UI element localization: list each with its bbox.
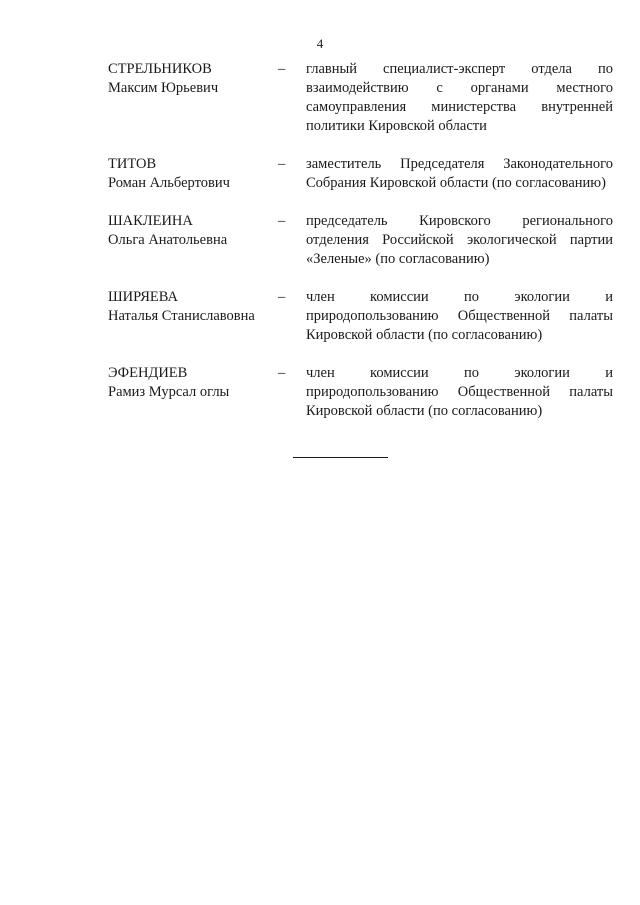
member-name-block bbox=[108, 212, 278, 269]
member-role: главный специалист-эксперт отдела по взаимодействию с органами местного самоуправления министерства внутренней политики Кировской области bbox=[306, 61, 613, 134]
entry-dash: – bbox=[278, 289, 286, 305]
member-surname: ТИТОВ bbox=[108, 156, 157, 172]
member-name-block bbox=[108, 364, 278, 421]
entry-dash: – bbox=[278, 61, 286, 77]
member-given-names: Наталья Станиславовна bbox=[108, 308, 255, 324]
member-name-block bbox=[108, 288, 278, 345]
member-surname: ЭФЕНДИЕВ bbox=[108, 365, 188, 381]
entry-dash: – bbox=[278, 365, 286, 381]
member-given-names: Ольга Анатольевна bbox=[108, 232, 228, 248]
member-role: член комиссии по экологии и природопользованию Общественной палаты Кировской области (по согласованию) bbox=[306, 365, 613, 419]
member-role: заместитель Председателя Законодательного Собрания Кировской области (по согласованию) bbox=[306, 156, 613, 191]
member-role: член комиссии по экологии и природопользованию Общественной палаты Кировской области (по согласованию) bbox=[306, 289, 613, 343]
member-given-names: Роман Альбертович bbox=[108, 175, 230, 191]
member-name-block bbox=[108, 60, 278, 136]
member-entry bbox=[108, 364, 613, 421]
member-surname: СТРЕЛЬНИКОВ bbox=[108, 61, 212, 77]
member-entry bbox=[108, 155, 613, 193]
end-divider-line bbox=[293, 457, 388, 458]
member-entry bbox=[108, 60, 613, 136]
member-given-names: Рамиз Мурсал оглы bbox=[108, 384, 230, 400]
member-surname: ШАКЛЕИНА bbox=[108, 213, 193, 229]
entry-dash: – bbox=[278, 213, 286, 229]
member-entry bbox=[108, 212, 613, 269]
member-name-block bbox=[108, 155, 278, 193]
entry-dash: – bbox=[278, 156, 286, 172]
member-list bbox=[108, 60, 613, 440]
member-given-names: Максим Юрьевич bbox=[108, 80, 219, 96]
member-entry bbox=[108, 288, 613, 345]
page-number: 4 bbox=[316, 36, 324, 51]
member-role: председатель Кировского регионального отделения Российской экологической партии «Зеленые» (по согласованию) bbox=[306, 213, 613, 267]
member-surname: ШИРЯЕВА bbox=[108, 289, 179, 305]
